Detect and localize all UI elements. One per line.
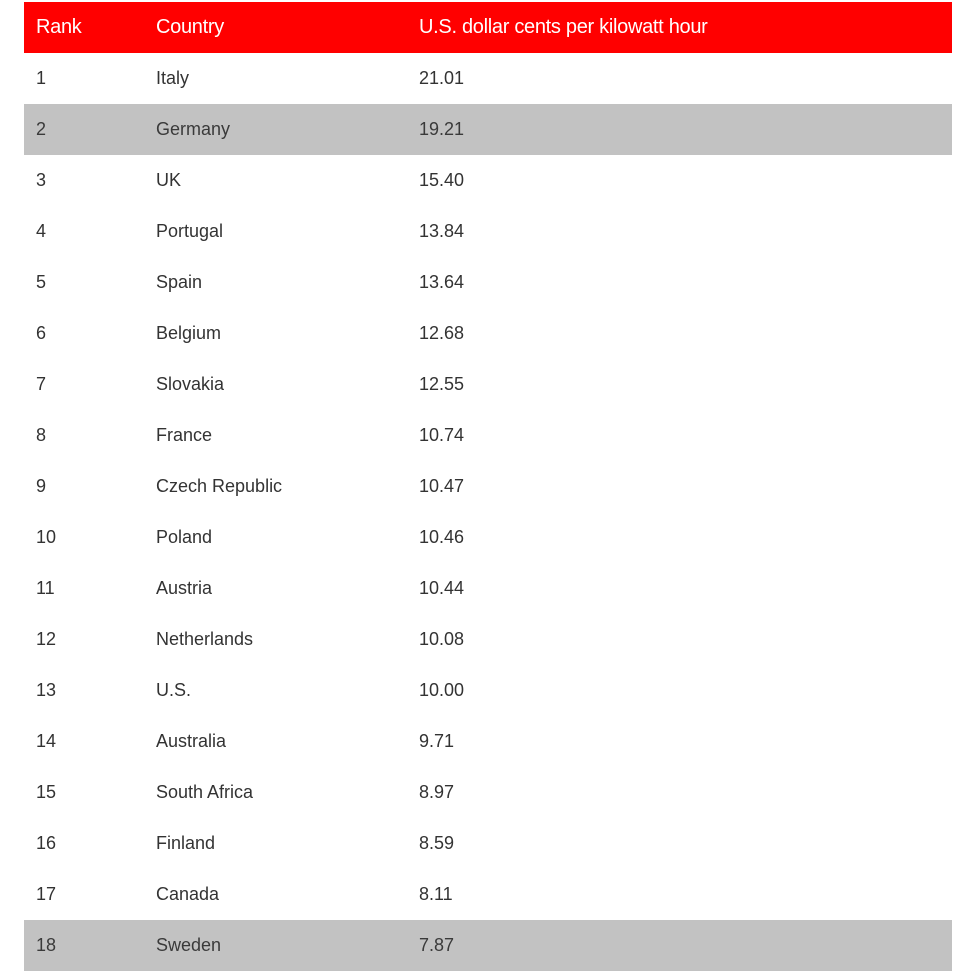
rank-cell: 8 xyxy=(36,425,47,445)
country-cell: Slovakia xyxy=(156,374,225,394)
table-row xyxy=(24,665,952,716)
header-rank: Rank xyxy=(36,16,82,38)
country-cell: Czech Republic xyxy=(156,476,283,496)
rank-cell: 18 xyxy=(36,935,57,955)
table-row xyxy=(24,512,952,563)
value-cell: 7.87 xyxy=(419,935,455,955)
country-cell: Finland xyxy=(156,833,216,853)
electricity-price-table-container xyxy=(24,2,952,971)
table-row xyxy=(24,716,952,767)
table-row xyxy=(24,461,952,512)
value-cell: 10.08 xyxy=(419,629,465,649)
table-row xyxy=(24,206,952,257)
rank-cell: 17 xyxy=(36,884,57,904)
country-cell: Sweden xyxy=(156,935,222,955)
header-country: Country xyxy=(156,16,224,38)
value-cell: 8.97 xyxy=(419,782,455,802)
table-header-row xyxy=(24,2,952,53)
value-cell: 9.71 xyxy=(419,731,455,751)
value-cell: 13.64 xyxy=(419,272,465,292)
rank-cell: 12 xyxy=(36,629,57,649)
country-cell: U.S. xyxy=(156,680,192,700)
header-value: U.S. dollar cents per kilowatt hour xyxy=(419,16,708,38)
rank-cell: 13 xyxy=(36,680,57,700)
table-row xyxy=(24,869,952,920)
table-body xyxy=(24,53,952,971)
rank-cell: 10 xyxy=(36,527,57,547)
country-cell: Spain xyxy=(156,272,203,292)
rank-cell: 6 xyxy=(36,323,47,343)
value-cell: 8.11 xyxy=(419,884,453,904)
country-cell: Belgium xyxy=(156,323,222,343)
rank-cell: 7 xyxy=(36,374,47,394)
value-cell: 10.44 xyxy=(419,578,465,598)
country-cell: Australia xyxy=(156,731,227,751)
table-row xyxy=(24,767,952,818)
value-cell: 12.55 xyxy=(419,374,465,394)
table-row xyxy=(24,308,952,359)
table-row xyxy=(24,563,952,614)
rank-cell: 4 xyxy=(36,221,47,241)
electricity-price-table xyxy=(24,2,952,971)
rank-cell: 11 xyxy=(36,578,55,598)
rank-cell: 9 xyxy=(36,476,47,496)
country-cell: Poland xyxy=(156,527,213,547)
country-cell: Germany xyxy=(156,119,231,139)
rank-cell: 3 xyxy=(36,170,47,190)
country-cell: Portugal xyxy=(156,221,224,241)
rank-cell: 2 xyxy=(36,119,47,139)
value-cell: 21.01 xyxy=(419,68,465,88)
value-cell: 10.47 xyxy=(419,476,465,496)
value-cell: 8.59 xyxy=(419,833,455,853)
rank-cell: 14 xyxy=(36,731,57,751)
country-cell: UK xyxy=(156,170,182,190)
table-row xyxy=(24,155,952,206)
table-row xyxy=(24,614,952,665)
table-row xyxy=(24,410,952,461)
country-cell: Austria xyxy=(156,578,213,598)
rank-cell: 1 xyxy=(36,68,47,88)
table-row xyxy=(24,53,952,104)
table-row xyxy=(24,104,952,155)
table-row xyxy=(24,359,952,410)
value-cell: 12.68 xyxy=(419,323,465,343)
table-row xyxy=(24,818,952,869)
country-cell: Canada xyxy=(156,884,220,904)
value-cell: 10.74 xyxy=(419,425,465,445)
value-cell: 10.00 xyxy=(419,680,465,700)
country-cell: Italy xyxy=(156,68,190,88)
table-row xyxy=(24,920,952,971)
table-row xyxy=(24,257,952,308)
value-cell: 13.84 xyxy=(419,221,465,241)
value-cell: 19.21 xyxy=(419,119,465,139)
rank-cell: 16 xyxy=(36,833,57,853)
country-cell: France xyxy=(156,425,213,445)
value-cell: 15.40 xyxy=(419,170,465,190)
rank-cell: 5 xyxy=(36,272,47,292)
country-cell: South Africa xyxy=(156,782,254,802)
country-cell: Netherlands xyxy=(156,629,254,649)
value-cell: 10.46 xyxy=(419,527,465,547)
rank-cell: 15 xyxy=(36,782,57,802)
